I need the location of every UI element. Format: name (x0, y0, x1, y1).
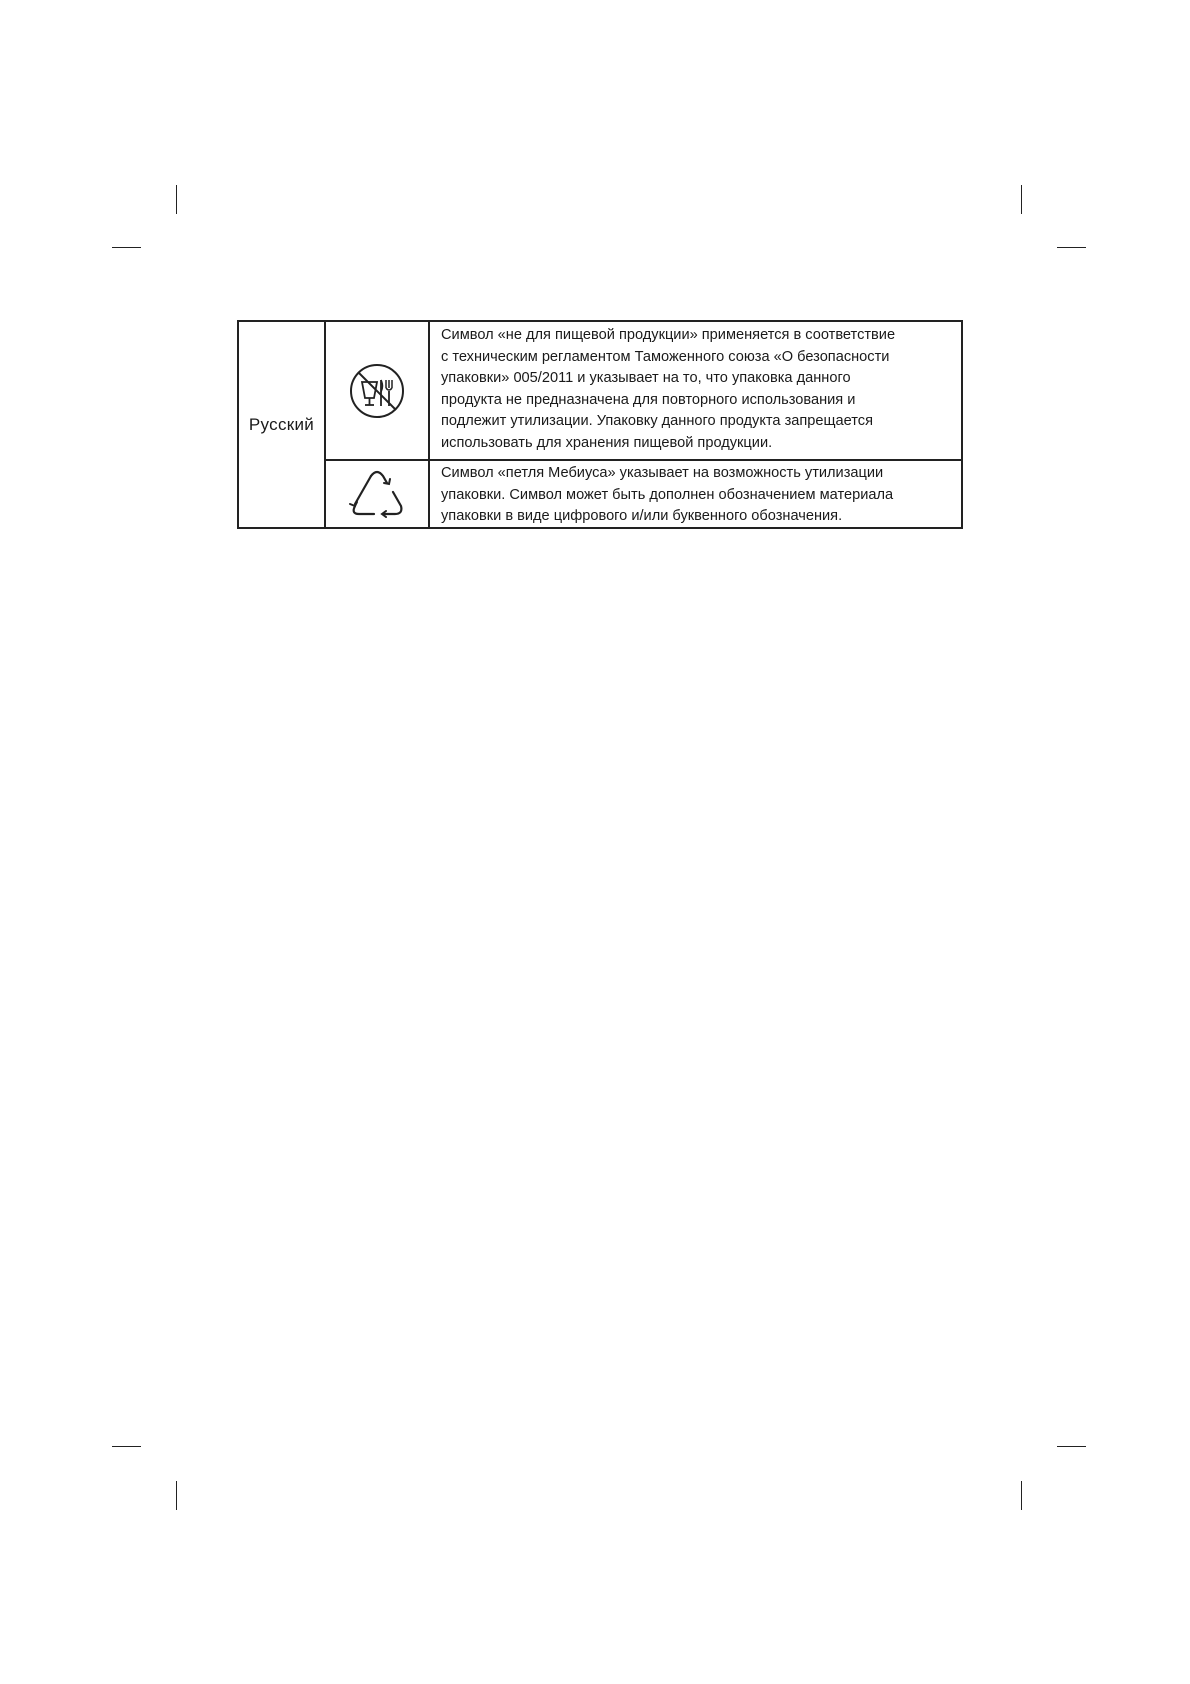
description-line: упаковки» 005/2011 и указывает на то, что упаковка данного (441, 370, 851, 386)
icon-cell (326, 461, 430, 527)
icon-cell (326, 322, 430, 459)
mobius-loop-icon (347, 466, 407, 522)
description-line: продукта не предназначена для повторного использования и (441, 391, 856, 408)
crop-mark-top-left-vertical (176, 185, 177, 214)
crop-mark-top-right-horizontal (1057, 247, 1086, 248)
symbol-description (430, 322, 957, 459)
description-line: подлежит утилизации. Упаковку данного продукта запрещается (441, 413, 873, 429)
description-line: Символ «не для пищевой продукции» применяется в соответствие (441, 327, 896, 343)
crop-mark-bottom-right-horizontal (1057, 1446, 1086, 1447)
table-row-mobius-loop (326, 461, 961, 527)
crop-mark-top-left-horizontal (112, 247, 141, 248)
language-label: Русский (239, 322, 326, 527)
crop-mark-top-right-vertical (1021, 185, 1022, 214)
not-for-food-icon (348, 362, 406, 420)
packaging-symbols-table (237, 320, 963, 529)
table-row-not-for-food (326, 322, 961, 461)
description-line: Символ «петля Мебиуса» указывает на возможность утилизации (441, 465, 884, 481)
crop-mark-bottom-right-vertical (1021, 1481, 1022, 1510)
crop-mark-bottom-left-vertical (176, 1481, 177, 1510)
description-line: с техническим регламентом Таможенного союза «О безопасности (441, 348, 890, 365)
description-line: упаковки в виде цифрового и/или буквенного обозначения. (441, 508, 843, 524)
symbol-description (430, 461, 957, 527)
crop-mark-bottom-left-horizontal (112, 1446, 141, 1447)
description-line: использовать для хранения пищевой продукции. (441, 434, 773, 451)
description-line: упаковки. Символ может быть дополнен обозначением материала (441, 486, 894, 503)
